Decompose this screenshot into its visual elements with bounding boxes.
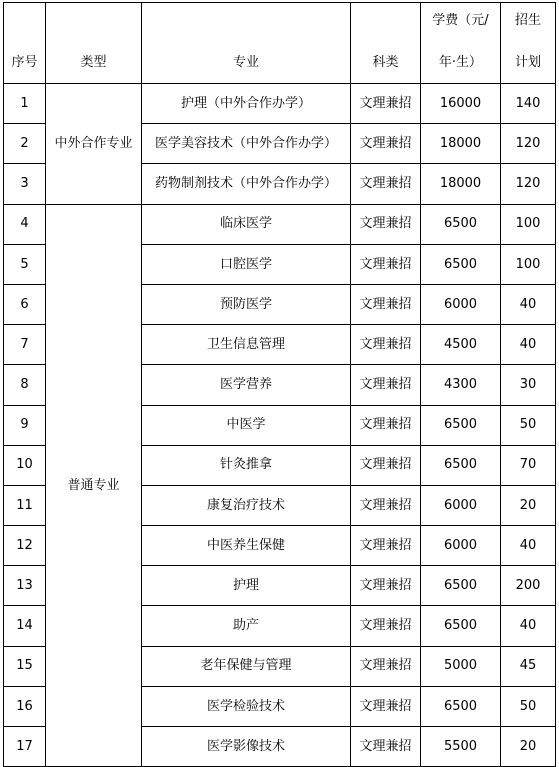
- header-quota-line2: 计划: [514, 55, 541, 71]
- quota-cell: 30: [501, 365, 556, 405]
- row-index-cell: 17: [4, 727, 46, 767]
- row-index-cell: 6: [4, 284, 46, 324]
- quota-cell: 50: [501, 405, 556, 445]
- quota-cell: 40: [501, 325, 556, 365]
- quota-cell: 140: [501, 84, 556, 124]
- fee-cell: 5000: [421, 646, 501, 686]
- quota-cell: 40: [501, 284, 556, 324]
- quota-cell: 20: [501, 727, 556, 767]
- subject-cell: 文理兼招: [351, 485, 421, 525]
- quota-cell: 20: [501, 485, 556, 525]
- major-cell: 药物制剂技术（中外合作办学）: [142, 164, 351, 204]
- row-index-cell: 5: [4, 244, 46, 284]
- header-fee-line2: 年·生）: [438, 55, 483, 71]
- table-row: [4, 84, 556, 124]
- major-cell: 护理: [142, 566, 351, 606]
- header-fee: [421, 3, 501, 84]
- category-cell: 中外合作专业: [46, 84, 142, 205]
- subject-cell: 文理兼招: [351, 124, 421, 164]
- fee-cell: 16000: [421, 84, 501, 124]
- major-cell: 医学影像技术: [142, 727, 351, 767]
- subject-cell: 文理兼招: [351, 164, 421, 204]
- major-cell: 医学美容技术（中外合作办学）: [142, 124, 351, 164]
- header-subject: 科类: [351, 3, 421, 84]
- subject-cell: 文理兼招: [351, 204, 421, 244]
- subject-cell: 文理兼招: [351, 84, 421, 124]
- subject-cell: 文理兼招: [351, 727, 421, 767]
- row-index-cell: 11: [4, 485, 46, 525]
- subject-cell: 文理兼招: [351, 606, 421, 646]
- row-index-cell: 2: [4, 124, 46, 164]
- major-cell: 医学检验技术: [142, 686, 351, 726]
- major-cell: 临床医学: [142, 204, 351, 244]
- header-quota: [501, 3, 556, 84]
- fee-cell: 6500: [421, 405, 501, 445]
- quota-cell: 120: [501, 124, 556, 164]
- major-cell: 针灸推拿: [142, 445, 351, 485]
- header-fee-line1: 学费（元/: [432, 13, 489, 28]
- header-row: [4, 3, 556, 84]
- fee-cell: 6500: [421, 204, 501, 244]
- fee-cell: 6000: [421, 526, 501, 566]
- subject-cell: 文理兼招: [351, 244, 421, 284]
- fee-cell: 6000: [421, 485, 501, 525]
- quota-cell: 120: [501, 164, 556, 204]
- subject-cell: 文理兼招: [351, 284, 421, 324]
- row-index-cell: 10: [4, 445, 46, 485]
- major-cell: 医学营养: [142, 365, 351, 405]
- subject-cell: 文理兼招: [351, 526, 421, 566]
- subject-cell: 文理兼招: [351, 325, 421, 365]
- quota-cell: 70: [501, 445, 556, 485]
- subject-cell: 文理兼招: [351, 686, 421, 726]
- fee-cell: 6500: [421, 686, 501, 726]
- fee-cell: 6500: [421, 606, 501, 646]
- major-cell: 康复治疗技术: [142, 485, 351, 525]
- quota-cell: 40: [501, 606, 556, 646]
- subject-cell: 文理兼招: [351, 445, 421, 485]
- row-index-cell: 14: [4, 606, 46, 646]
- enrollment-plan-table: [3, 2, 556, 767]
- quota-cell: 45: [501, 646, 556, 686]
- quota-cell: 50: [501, 686, 556, 726]
- fee-cell: 6500: [421, 244, 501, 284]
- row-index-cell: 12: [4, 526, 46, 566]
- quota-cell: 200: [501, 566, 556, 606]
- quota-cell: 100: [501, 244, 556, 284]
- fee-cell: 4300: [421, 365, 501, 405]
- row-index-cell: 3: [4, 164, 46, 204]
- fee-cell: 6000: [421, 284, 501, 324]
- fee-cell: 6500: [421, 566, 501, 606]
- fee-cell: 4500: [421, 325, 501, 365]
- major-cell: 中医学: [142, 405, 351, 445]
- major-cell: 助产: [142, 606, 351, 646]
- fee-cell: 18000: [421, 164, 501, 204]
- row-index-cell: 13: [4, 566, 46, 606]
- major-cell: 预防医学: [142, 284, 351, 324]
- major-cell: 口腔医学: [142, 244, 351, 284]
- header-category: 类型: [46, 3, 142, 84]
- major-cell: 护理（中外合作办学）: [142, 84, 351, 124]
- row-index-cell: 7: [4, 325, 46, 365]
- category-cell: 普通专业: [46, 204, 142, 767]
- subject-cell: 文理兼招: [351, 646, 421, 686]
- quota-cell: 100: [501, 204, 556, 244]
- header-major: 专业: [142, 3, 351, 84]
- quota-cell: 40: [501, 526, 556, 566]
- subject-cell: 文理兼招: [351, 405, 421, 445]
- fee-cell: 6500: [421, 445, 501, 485]
- table-row: [4, 204, 556, 244]
- fee-cell: 18000: [421, 124, 501, 164]
- row-index-cell: 16: [4, 686, 46, 726]
- fee-cell: 5500: [421, 727, 501, 767]
- row-index-cell: 9: [4, 405, 46, 445]
- subject-cell: 文理兼招: [351, 566, 421, 606]
- row-index-cell: 8: [4, 365, 46, 405]
- header-index: 序号: [4, 3, 46, 84]
- major-cell: 卫生信息管理: [142, 325, 351, 365]
- major-cell: 老年保健与管理: [142, 646, 351, 686]
- row-index-cell: 1: [4, 84, 46, 124]
- row-index-cell: 4: [4, 204, 46, 244]
- header-quota-line1: 招生: [514, 13, 541, 28]
- major-cell: 中医养生保健: [142, 526, 351, 566]
- subject-cell: 文理兼招: [351, 365, 421, 405]
- row-index-cell: 15: [4, 646, 46, 686]
